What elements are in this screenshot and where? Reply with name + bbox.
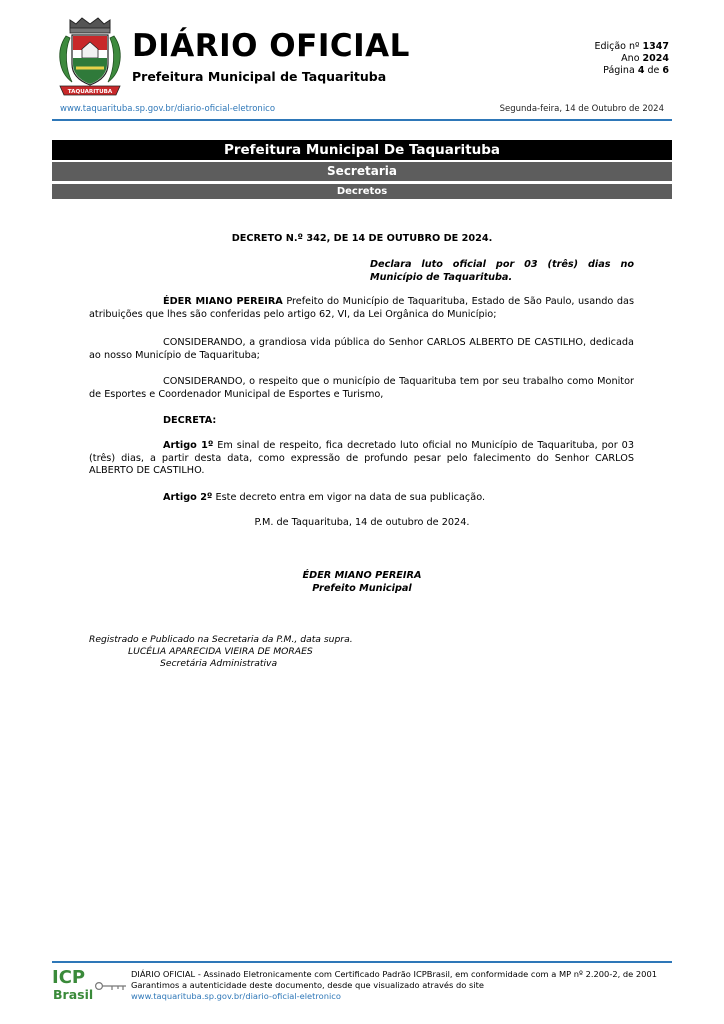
article-2-paragraph — [163, 492, 485, 505]
publication-date: Segunda-feira, 14 de Outubro de 2024 — [499, 104, 664, 114]
page-current: 4 — [637, 65, 645, 76]
department-bar: Secretaria — [52, 162, 672, 181]
page-line — [594, 65, 669, 77]
year-line — [594, 53, 669, 65]
registrar-name: LUCÉLIA APARECIDA VIEIRA DE MORAES — [128, 646, 313, 657]
decree-ementa: Declara luto oficial por 03 (três) dias no Município de Taquarituba. — [370, 259, 634, 283]
place-date: P.M. de Taquarituba, 14 de outubro de 2024. — [254, 517, 470, 528]
preamble-paragraph — [89, 296, 634, 321]
entity-bar: Prefeitura Municipal De Taquarituba — [52, 140, 672, 160]
decree-title: DECRETO N.º 342, DE 14 DE OUTUBRO DE 2024. — [231, 233, 493, 244]
edition-info — [594, 41, 669, 77]
footer-site-link[interactable]: www.taquarituba.sp.gov.br/diario-oficial-eletronico — [131, 991, 341, 1001]
publication-title: DIÁRIO OFICIAL — [132, 28, 410, 64]
crest-banner-text: TAQUARITUBA — [67, 89, 113, 95]
footer-signature-notice: DIÁRIO OFICIAL - Assinado Eletronicamente com Certificado Padrão ICPBrasil, em conformidade com a MP nº 2.200-2, de 2001 — [131, 969, 657, 979]
preamble-text: Prefeito do Município de Taquarituba, Estado de São Paulo, usando das atribuições que lhes são conferidas pelo artigo 62, VI, da Lei Orgânica do Município; — [89, 296, 634, 320]
year-value: 2024 — [642, 53, 669, 64]
considering-text-2: CONSIDERANDO, o respeito que o município de Taquarituba tem por seu trabalho como Monitor de Esportes e Coordenador Municipal de Esportes e Turismo, — [89, 376, 634, 400]
icp-logo-bottom-text: Brasil — [53, 987, 94, 1002]
footer-divider — [52, 961, 672, 963]
signer-role: Prefeito Municipal — [312, 583, 412, 594]
header-divider — [52, 119, 672, 121]
decreta-heading: DECRETA: — [163, 415, 217, 426]
year-label: Ano — [621, 53, 640, 64]
icp-logo-top-text: ICP — [52, 967, 86, 988]
footer-authenticity-notice: Garantimos a autenticidade deste documento, desde que visualizado através do site — [131, 980, 484, 990]
publication-subtitle: Prefeitura Municipal de Taquarituba — [132, 69, 387, 84]
registrar-role: Secretária Administrativa — [160, 658, 278, 669]
icp-brasil-logo-icon — [52, 966, 130, 1002]
municipal-crest-icon — [56, 16, 124, 98]
article-1-text: Em sinal de respeito, fica decretado luto oficial no Município de Taquarituba, por 03 (três) dias, a partir desta data, como expressão de profundo pesar pelo falecimento do Senhor CARLOS ALBERTO DE CASTILHO. — [89, 440, 634, 477]
page-total: 6 — [662, 65, 669, 76]
edition-number: 1347 — [642, 41, 669, 52]
article-2-text: Este decreto entra em vigor na data de sua publicação. — [212, 492, 486, 503]
signer-name: ÉDER MIANO PEREIRA — [302, 570, 422, 581]
edition-line — [594, 41, 669, 53]
page-label: Página — [603, 65, 635, 76]
mayor-name: ÉDER MIANO PEREIRA — [163, 296, 283, 307]
article-2-label: Artigo 2º — [163, 492, 213, 503]
article-1-paragraph — [89, 440, 634, 478]
page-of: de — [647, 65, 660, 76]
header-site-link[interactable]: www.taquarituba.sp.gov.br/diario-oficial-eletronico — [60, 104, 276, 114]
article-1-label: Artigo 1º — [163, 440, 214, 451]
category-bar: Decretos — [52, 184, 672, 199]
considering-text-1: CONSIDERANDO, a grandiosa vida pública do Senhor CARLOS ALBERTO DE CASTILHO, dedicada ao nosso Município de Taquarituba; — [89, 337, 634, 361]
considering-paragraph-2 — [89, 376, 634, 401]
considering-paragraph-1 — [89, 337, 634, 362]
edition-label: Edição nº — [594, 41, 640, 52]
registration-note: Registrado e Publicado na Secretaria da P.M., data supra. — [89, 634, 353, 645]
